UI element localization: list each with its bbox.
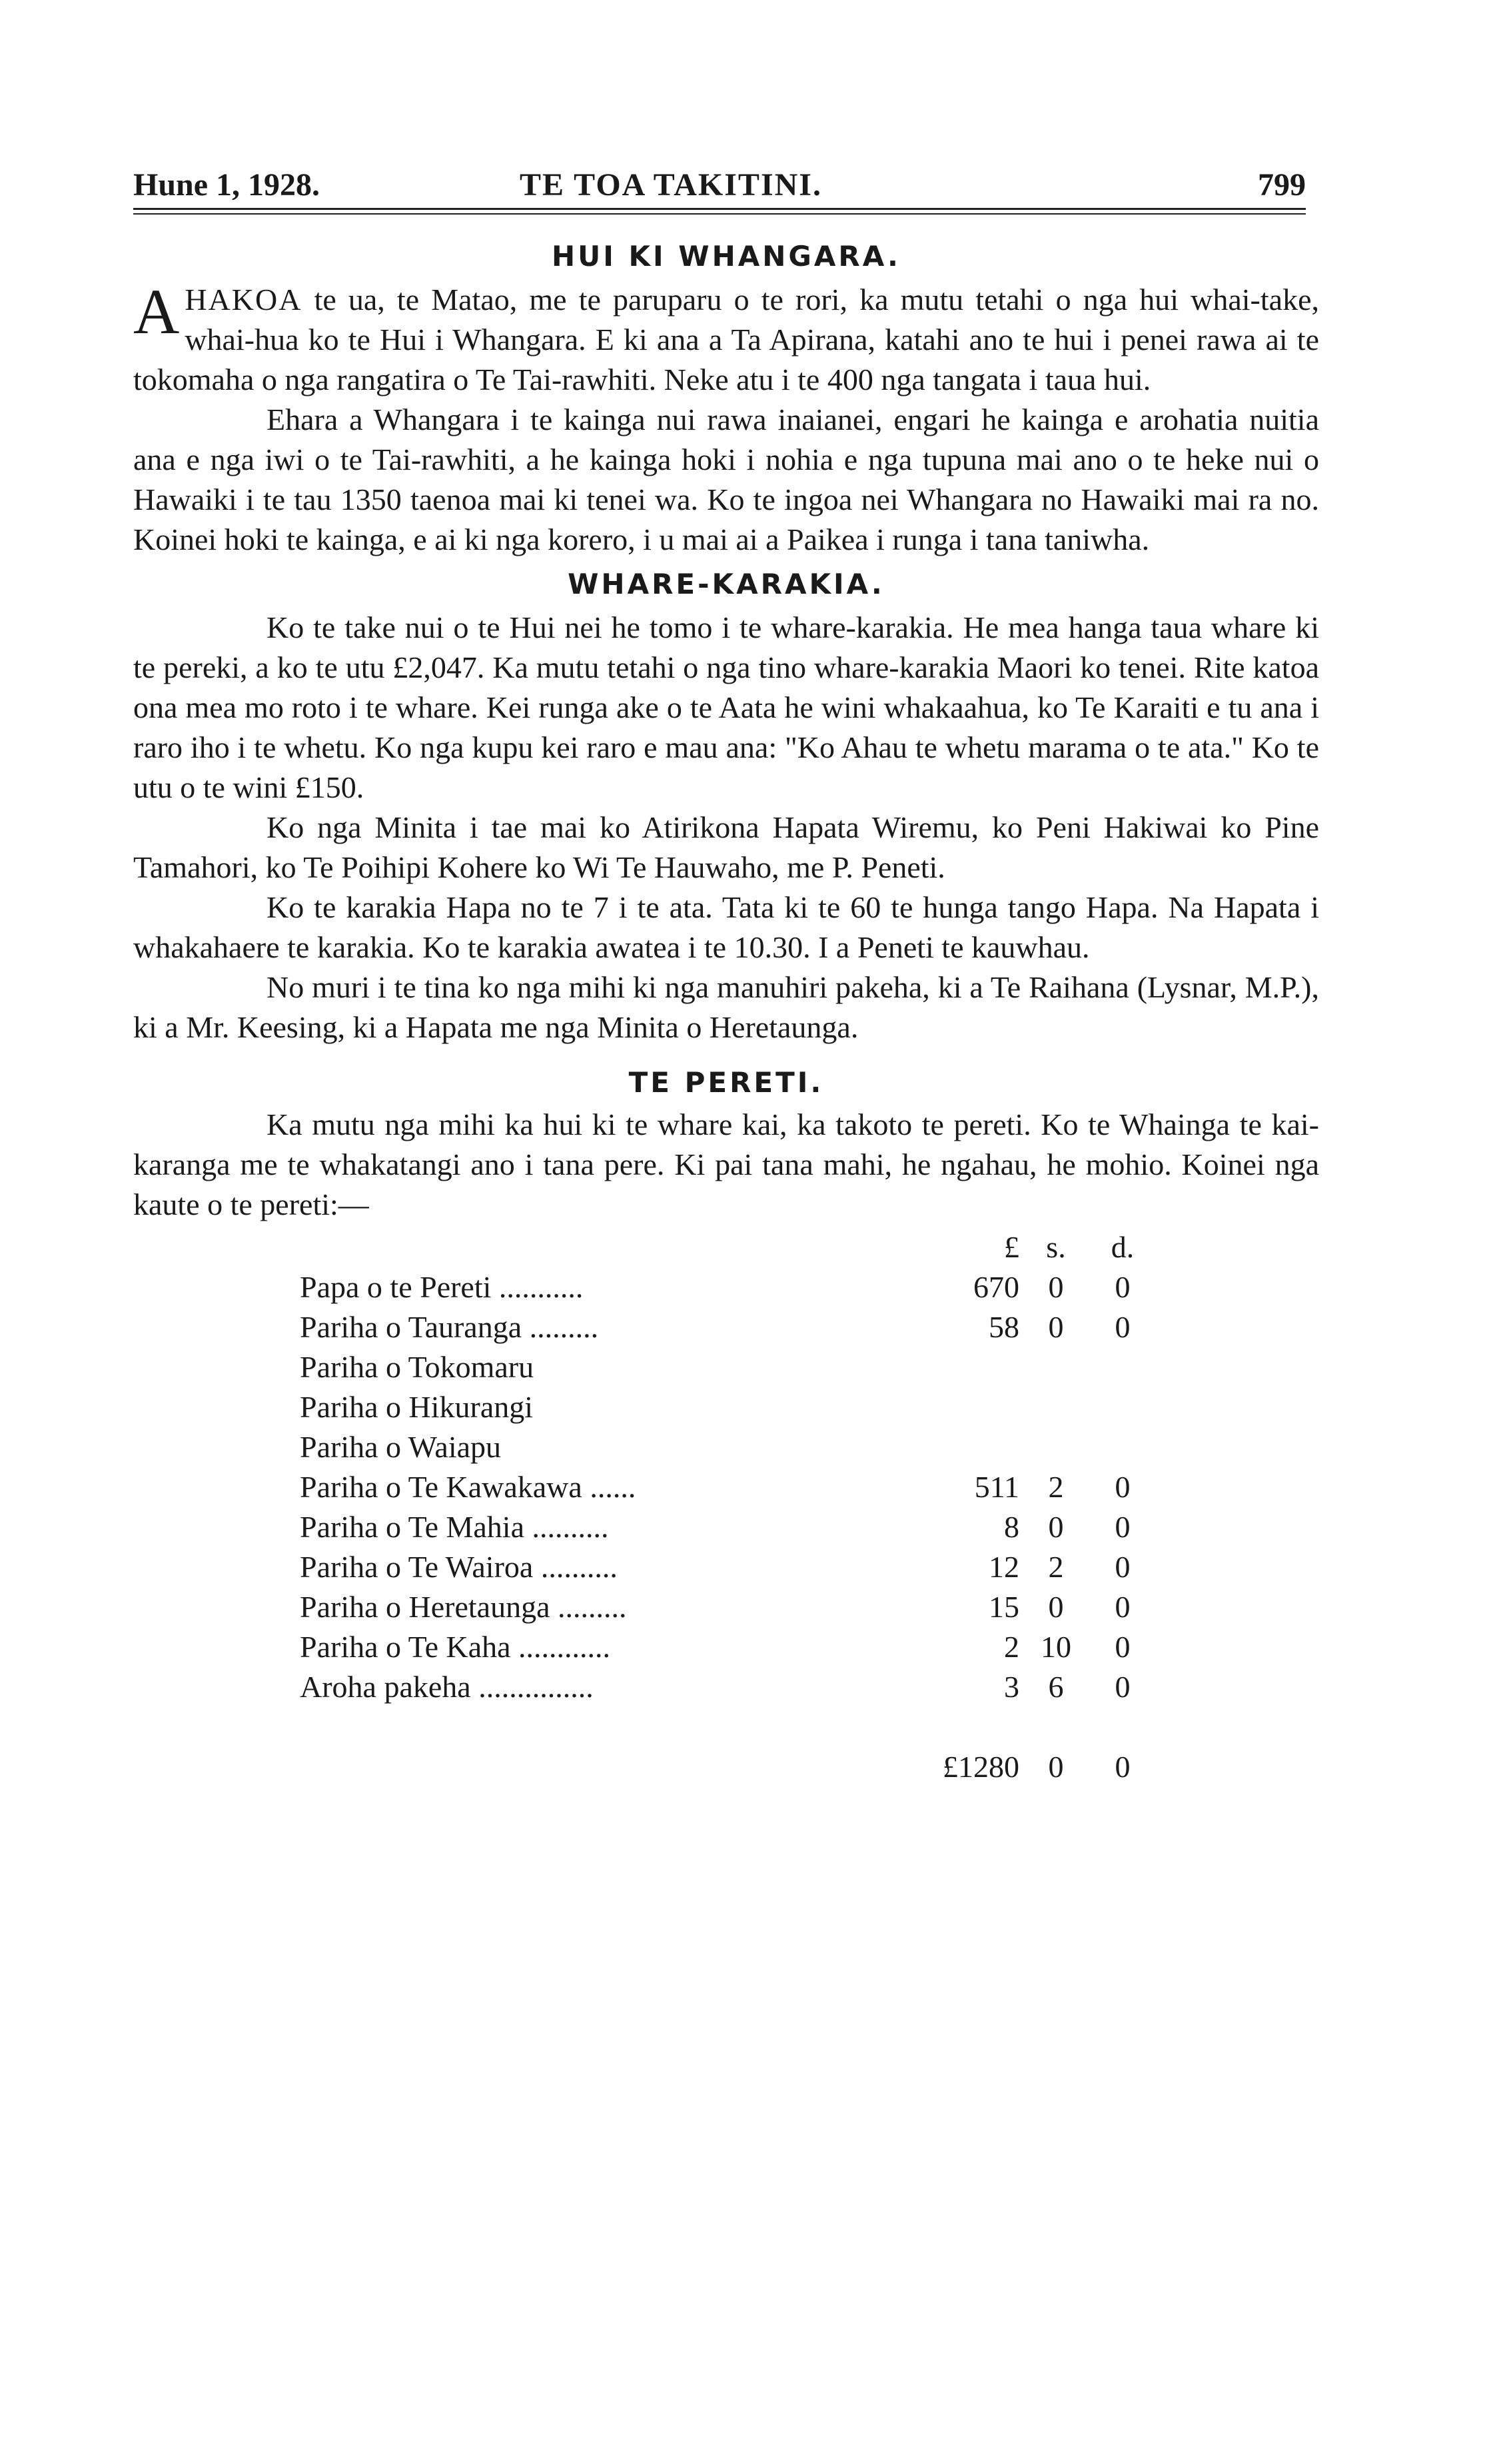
header-rule [133,208,1306,210]
row-shillings: 0 [1048,1270,1064,1304]
row-pounds: 12 [989,1550,1019,1584]
row-pounds: 2 [1004,1630,1019,1664]
ledger-row [300,1467,1153,1507]
paragraph: Ko te karakia Hapa no te 7 i te ata. Tata ki te 60 te hunga tango Hapa. Na Hapata i whakahaere te karakia. Ko te karakia awatea i te 10.30. I a Peneti te kauwhau. [133,890,1319,964]
row-name: Pariha o Te Mahia [300,1510,525,1544]
row-name: Pariha o Tokomaru [300,1350,534,1384]
leader-dots: ........... [491,1270,584,1304]
row-name: Pariha o Te Kawakawa [300,1470,582,1504]
col-pence: d. [1111,1230,1135,1264]
drop-cap: A [133,276,180,347]
total-pence: 0 [1115,1750,1131,1784]
row-pence: 0 [1115,1510,1131,1544]
leader-dots: ............ [510,1630,611,1664]
row-name: Papa o te Pereti [300,1270,492,1304]
ledger-header [300,1227,1153,1267]
leader-dots: ............... [470,1670,594,1704]
header-rule-thin [133,213,1306,215]
page [133,167,1319,1787]
col-shillings: s. [1046,1230,1066,1264]
leader-dots: .......... [524,1510,609,1544]
row-shillings: 2 [1048,1470,1064,1504]
ledger-row [300,1667,1153,1707]
row-pence: 0 [1115,1550,1131,1584]
row-pounds: 8 [1004,1510,1019,1544]
row-name: Pariha o Waiapu [300,1430,502,1464]
ledger-row [300,1547,1153,1587]
paragraph: No muri i te tina ko nga mihi ki nga manuhiri pakeha, ki a Te Raihana (Lysnar, M.P.), ki a Mr. Keesing, ki a Hapata me nga Minita o Heretaunga. [133,970,1319,1044]
ledger-row [300,1587,1153,1627]
row-shillings: 6 [1048,1670,1064,1704]
row-shillings: 0 [1048,1510,1064,1544]
leader-dots: .......... [533,1550,618,1584]
row-shillings: 0 [1048,1590,1064,1624]
ledger-total [300,1707,1153,1787]
row-pence: 0 [1115,1470,1131,1504]
leader-dots: ...... [582,1470,636,1504]
header-date: Hune 1, 1928. [133,167,320,203]
leader-dots: ......... [550,1590,627,1624]
ledger-row [300,1427,1153,1467]
row-pence: 0 [1115,1630,1131,1664]
row-shillings: 2 [1048,1550,1064,1584]
col-pounds: £ [1004,1230,1019,1264]
ledger-row [300,1507,1153,1547]
paragraph: Ka mutu nga mihi ka hui ki te whare kai, ka takoto te pereti. Ko te Whainga te kai-karanga me te whakatangi ano i tana pere. Ki pai tana mahi, he ngahau, he mohio. Koinei nga kaute o te pereti:— [133,1107,1319,1221]
ledger-row [300,1347,1153,1387]
row-pence: 0 [1115,1590,1131,1624]
row-pence: 0 [1115,1310,1131,1344]
ledger-row [300,1267,1153,1307]
ledger-row [300,1627,1153,1667]
section-heading-te-pereti: TE PERETI. [628,1066,824,1099]
total-shillings: 0 [1048,1750,1064,1784]
paragraph: Ko te take nui o te Hui nei he tomo i te whare-karakia. He mea hanga taua whare ki te pereki, a ko te utu £2,047. Ka mutu tetahi o nga tino whare-karakia Maori ko tenei. Rite katoa ona mea mo roto i te whare. Kei runga ake o te Aata he wini whakaahua, ko Te Karaiti e tu ana i raro iho i te whetu. Ko nga kupu kei raro e mau ana: "Ko Ahau te whetu marama o te ata." Ko te utu o te wini £150. [133,610,1319,804]
row-pounds: 670 [973,1270,1019,1304]
lead-word: HAKOA [185,283,302,316]
row-pounds: 3 [1004,1670,1019,1704]
ledger-row [300,1387,1153,1427]
row-pounds: 511 [974,1470,1019,1504]
paragraph: Ko nga Minita i tae mai ko Atirikona Hapata Wiremu, ko Peni Hakiwai ko Pine Tamahori, ko Te Poihipi Kohere ko Wi Te Hauwaho, me P. Peneti. [133,810,1319,884]
row-pounds: 58 [989,1310,1019,1344]
row-pence: 0 [1115,1270,1131,1304]
row-shillings: 10 [1041,1630,1071,1664]
section-heading-whare-karakia: WHARE-KARAKIA. [568,568,885,600]
header-title: TE TOA TAKITINI. [520,167,822,203]
paragraph: Ehara a Whangara i te kainga nui rawa inaianei, engari he kainga e arohatia nuitia ana e nga iwi o te Tai-rawhiti, a he kainga hoki i nohia e nga tupuna mai ano o te heke nui o Hawaiki i te tau 1350 taenoa mai ki tenei wa. Ko te ingoa nei Whangara no Hawaiki mai ra no. Koinei hoki te kainga, e ai ki nga korero, i u mai ai a Paikea i runga i tana taniwha. [133,402,1319,556]
row-name: Pariha o Hikurangi [300,1390,534,1424]
pereti-ledger [300,1227,1153,1787]
running-header [133,167,1319,213]
row-pence: 0 [1115,1670,1131,1704]
leader-dots: ......... [522,1310,599,1344]
page-number: 799 [1258,167,1306,203]
row-name: Pariha o Te Kaha [300,1630,511,1664]
section-heading-hui: HUI KI WHANGARA. [552,240,901,273]
row-name: Pariha o Tauranga [300,1310,522,1344]
row-name: Pariha o Heretaunga [300,1590,550,1624]
ledger-row [300,1307,1153,1347]
row-name: Aroha pakeha [300,1670,471,1704]
paragraph [133,276,1319,400]
row-shillings: 0 [1048,1310,1064,1344]
paragraph-text: te ua, te Matao, me te paruparu o te rori, ka mutu tetahi o nga hui whai-take, whai-hua ko te Hui i Whangara. E ki ana a Ta Apirana, katahi ano te hui i penei rawa ai te tokomaha o nga rangatira o Te Tai-rawhiti. Neke atu i te 400 nga tangata i taua hui. [133,283,1319,396]
row-pounds: 15 [989,1590,1019,1624]
row-name: Pariha o Te Wairoa [300,1550,534,1584]
total-pounds: £1280 [943,1750,1019,1784]
